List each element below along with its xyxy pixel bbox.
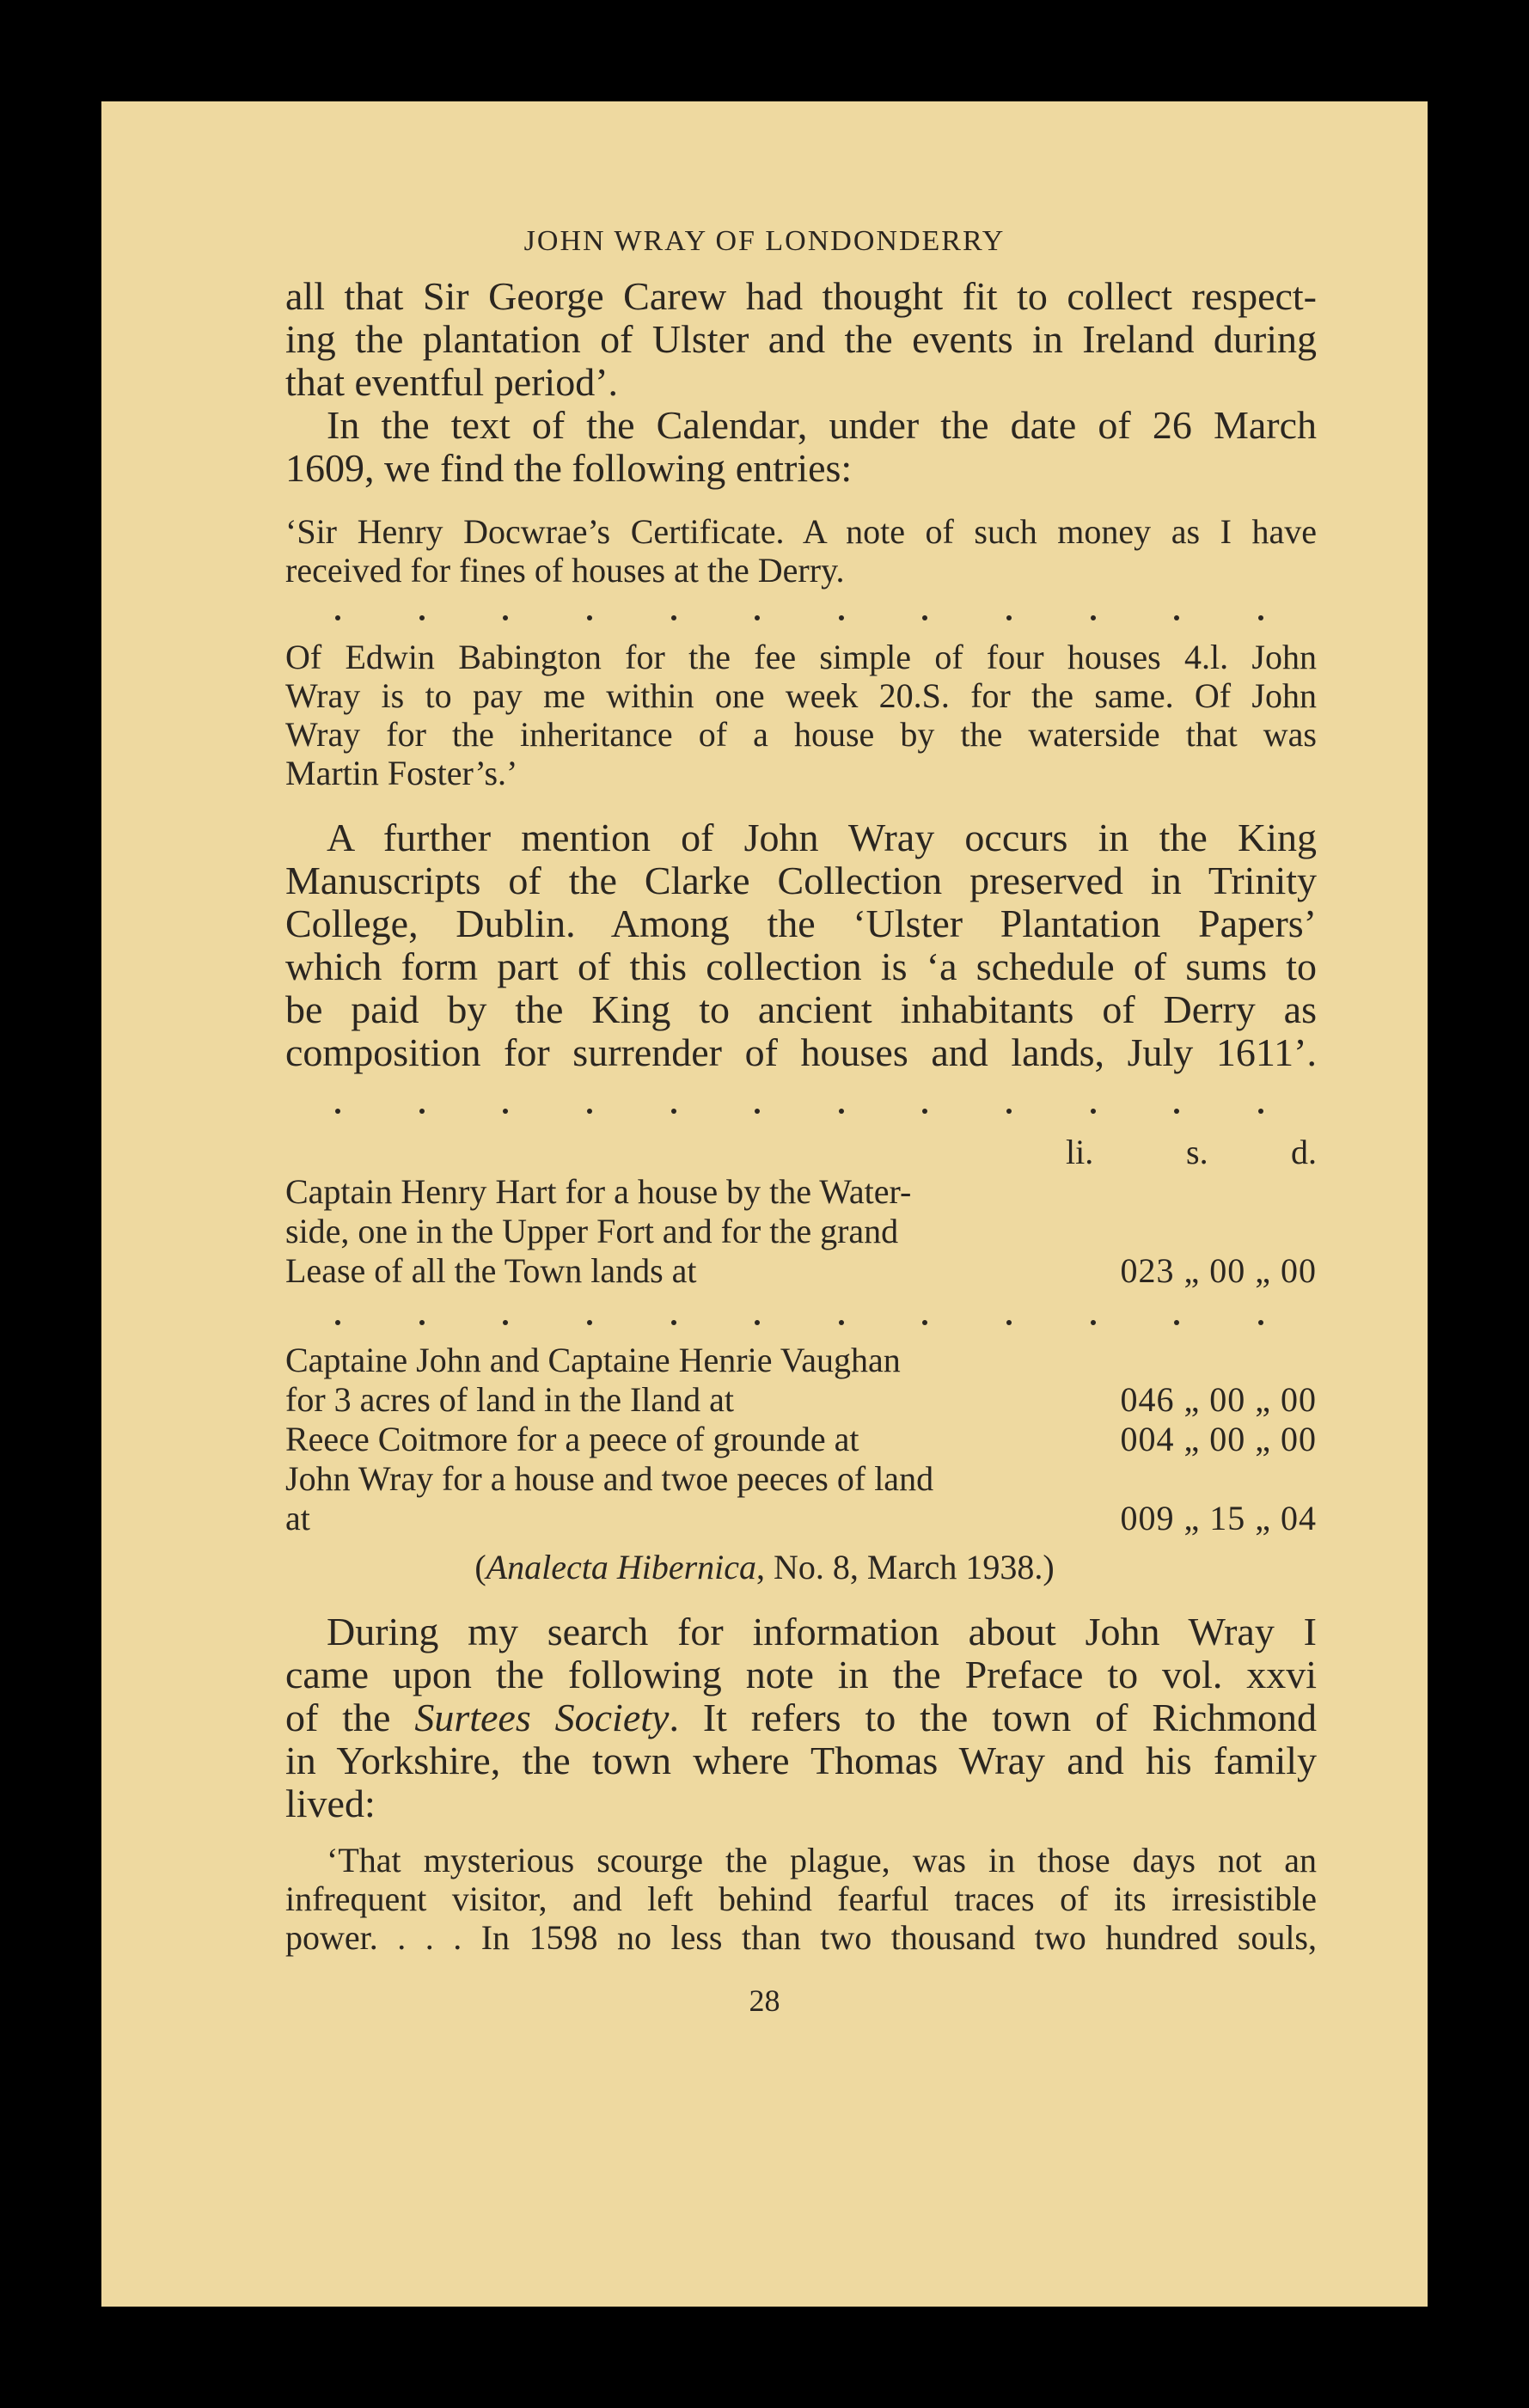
citation-rest: , No. 8, March 1938.) [756,1548,1055,1586]
ellipsis-dot [1091,1320,1096,1325]
quote-line: received for fines of houses at the Derry. [285,551,845,590]
citation-open: ( [474,1548,486,1586]
paragraph-text: of the [285,1696,415,1739]
column-header-li: li. [1066,1133,1094,1171]
paragraph-line: composition for surrender of houses and lands, July 1611’. [285,1030,1317,1074]
ellipsis-dot [1174,615,1179,620]
paragraph-line [285,1696,1317,1739]
paragraph-3 [285,816,1317,1074]
ledger-entry-text: for 3 acres of land in the Iland at [285,1380,735,1419]
ellipsis-dot [587,1109,592,1114]
paragraph-line: which form part of this collection is ‘a schedule of sums to [285,944,1317,988]
column-header-s: s. [1186,1133,1208,1171]
ellipsis-dot [1091,1109,1096,1114]
paragraph-line: ing the plantation of Ulster and the events in Ireland during [285,317,1317,361]
paragraph-line: in Yorkshire, the town where Thomas Wray and his family [285,1739,1317,1782]
ellipsis-row-3 [335,1320,1263,1325]
ellipsis-dot [587,615,592,620]
ledger-entry-text: at [285,1499,310,1537]
ellipsis-dot [671,1320,676,1325]
ellipsis-dot [1091,615,1096,620]
quote-line: ‘That mysterious scourge the plague, was in those days not an [327,1841,1317,1879]
ellipsis-dot [922,1109,927,1114]
paragraph-1 [285,275,1317,404]
quote-line: ‘Sir Henry Docwrae’s Certificate. A note of such money as I have [285,512,1317,551]
ledger-entry-line [285,1459,1317,1499]
quote-line: infrequent visitor, and left behind fearful traces of its irresistible [285,1879,1317,1918]
ellipsis-dot [1006,615,1012,620]
ellipsis-dot [503,615,508,620]
ledger-amount: 004 „ 00 „ 00 [1120,1420,1317,1458]
ledger-header-row [285,1133,1317,1172]
ellipsis-dot [503,1109,508,1114]
paragraph-line: In the text of the Calendar, under the date of 26 March [327,403,1317,447]
ledger-amount: 023 „ 00 „ 00 [1120,1251,1317,1290]
citation [0,1547,1529,1587]
ledger-entry-line [285,1420,1317,1459]
paragraph-line: lived: [285,1782,376,1825]
ellipsis-dot [755,1320,760,1325]
ledger-entry-text: John Wray for a house and twoe peeces of land [285,1459,934,1498]
ledger-entry-text: Lease of all the Town lands at [285,1251,697,1290]
ellipsis-dot [1174,1109,1179,1114]
paragraph-line: College, Dublin. Among the ‘Ulster Plantation Papers’ [285,901,1317,945]
ledger-entry-text: Reece Coitmore for a peece of grounde at [285,1420,859,1458]
ledger-entry-line [285,1380,1317,1420]
ledger-entry-line [285,1172,1317,1212]
paragraph-line: A further mention of John Wray occurs in the King [327,816,1317,859]
quote-line: Wray for the inheritance of a house by the waterside that was [285,715,1317,754]
ellipsis-dot [839,1109,844,1114]
ledger-entry-line [285,1499,1317,1538]
ellipsis-dot [419,1109,425,1114]
paragraph-line: 1609, we find the following entries: [285,446,853,490]
paragraph-text: . It refers to the town of Richmond [669,1696,1318,1739]
ellipsis-dot [839,1320,844,1325]
ellipsis-dot [922,615,927,620]
paragraph-2 [285,404,1317,490]
quote-line: Wray is to pay me within one week 20.S. for the same. Of John [285,676,1317,715]
quote-line: Of Edwin Babington for the fee simple of four houses 4.l. John [285,638,1317,676]
quote-line: Martin Foster’s.’ [285,754,518,792]
ellipsis-dot [755,1109,760,1114]
ellipsis-dot [503,1320,508,1325]
running-head: JOHN WRAY OF LONDONDERRY [523,225,1006,257]
quote-block-1 [285,512,1317,590]
ellipsis-dot [1258,615,1263,620]
ellipsis-dot [1258,1109,1263,1114]
ellipsis-dot [839,615,844,620]
ledger-amount: 046 „ 00 „ 00 [1120,1380,1317,1419]
paragraph-line: Manuscripts of the Clarke Collection preserved in Trinity [285,859,1317,902]
ellipsis-dot [1258,1320,1263,1325]
ledger-entry-text: side, one in the Upper Fort and for the grand [285,1212,899,1250]
paragraph-4 [285,1610,1317,1825]
ellipsis-row-1 [335,615,1263,620]
ellipsis-dot [1006,1109,1012,1114]
paragraph-line: all that Sir George Carew had thought fit to collect respect- [285,274,1317,318]
quote-block-2 [285,638,1317,792]
paragraph-line: came upon the following note in the Preface to vol. xxvi [285,1653,1317,1696]
ellipsis-dot [671,1109,676,1114]
ellipsis-row-2 [335,1109,1263,1114]
ledger-amount: 009 „ 15 „ 04 [1120,1499,1317,1537]
ellipsis-dot [671,615,676,620]
paragraph-line: be paid by the King to ancient inhabitants of Derry as [285,987,1317,1031]
paragraph-line: During my search for information about John Wray I [327,1610,1317,1653]
ledger-entry-line [285,1212,1317,1251]
ledger-table [285,1133,1317,1291]
ellipsis-dot [922,1320,927,1325]
page-number: 28 [749,1983,780,2018]
ellipsis-dot [419,615,425,620]
citation-title: Analecta Hibernica [486,1548,757,1586]
quote-block-3 [285,1841,1317,1957]
quote-line: power. . . . In 1598 no less than two thousand two hundred souls, [285,1918,1317,1957]
ellipsis-dot [335,1320,340,1325]
ledger-entry-text: Captain Henry Hart for a house by the Water- [285,1172,912,1211]
ledger-table-continued [285,1341,1317,1538]
ellipsis-dot [335,615,340,620]
ellipsis-dot [335,1109,340,1114]
column-header-d: d. [1291,1133,1317,1171]
ellipsis-dot [419,1320,425,1325]
society-title: Surtees Society [414,1696,670,1739]
paragraph-line: that eventful period’. [285,360,619,404]
ellipsis-dot [755,615,760,620]
ledger-entry-text: Captaine John and Captaine Henrie Vaughan [285,1341,901,1379]
ledger-entry-line [285,1341,1317,1380]
ellipsis-dot [587,1320,592,1325]
ellipsis-dot [1006,1320,1012,1325]
ellipsis-dot [1174,1320,1179,1325]
ledger-entry-line [285,1251,1317,1291]
